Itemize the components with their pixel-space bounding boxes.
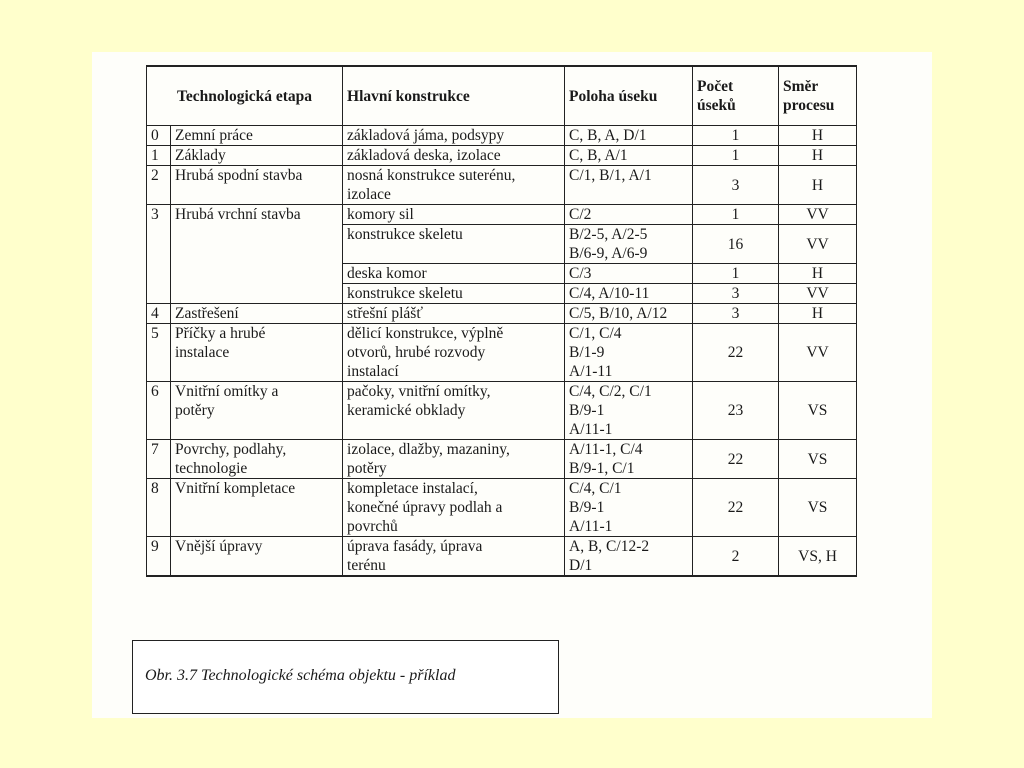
table-row xyxy=(147,304,857,324)
stage-index: 1 xyxy=(147,146,171,166)
process-direction: VS xyxy=(779,440,857,479)
stage-index: 9 xyxy=(147,537,171,577)
stage-index: 5 xyxy=(147,324,171,382)
stage-name: Příčky a hrubé instalace xyxy=(171,324,343,382)
section-count: 22 xyxy=(693,440,779,479)
section-count: 1 xyxy=(693,264,779,284)
section-position: C, B, A, D/1 xyxy=(565,126,693,146)
process-direction: VS xyxy=(779,479,857,537)
header-construction: Hlavní konstrukce xyxy=(343,66,565,126)
section-count: 3 xyxy=(693,304,779,324)
stage-index: 4 xyxy=(147,304,171,324)
section-count: 1 xyxy=(693,205,779,225)
section-position: B/2-5, A/2-5 B/6-9, A/6-9 xyxy=(565,225,693,264)
stage-index: 8 xyxy=(147,479,171,537)
table-row xyxy=(147,440,857,479)
main-construction: komory sil xyxy=(343,205,565,225)
table-row xyxy=(147,324,857,382)
main-construction: deska komor xyxy=(343,264,565,284)
stage-name: Povrchy, podlahy, technologie xyxy=(171,440,343,479)
process-direction: VS, H xyxy=(779,537,857,577)
main-construction: střešní plášť xyxy=(343,304,565,324)
main-construction: pačoky, vnitřní omítky, keramické obklady xyxy=(343,382,565,440)
header-count: Počet úseků xyxy=(693,66,779,126)
table-row xyxy=(147,126,857,146)
section-count: 22 xyxy=(693,324,779,382)
stage-index: 7 xyxy=(147,440,171,479)
section-position: C/3 xyxy=(565,264,693,284)
section-position: C/4, C/2, C/1 B/9-1 A/11-1 xyxy=(565,382,693,440)
main-construction: dělicí konstrukce, výplně otvorů, hrubé rozvody instalací xyxy=(343,324,565,382)
header-direction: Směr procesu xyxy=(779,66,857,126)
stage-name: Hrubá spodní stavba xyxy=(171,166,343,205)
stage-name: Vnější úpravy xyxy=(171,537,343,577)
section-count: 3 xyxy=(693,284,779,304)
section-position: C/1, B/1, A/1 xyxy=(565,166,693,205)
section-count: 22 xyxy=(693,479,779,537)
section-position: A, B, C/12-2 D/1 xyxy=(565,537,693,577)
main-construction: izolace, dlažby, mazaniny, potěry xyxy=(343,440,565,479)
section-count: 16 xyxy=(693,225,779,264)
process-direction: H xyxy=(779,166,857,205)
section-position: C/4, A/10-11 xyxy=(565,284,693,304)
section-position: C/1, C/4 B/1-9 A/1-11 xyxy=(565,324,693,382)
process-direction: H xyxy=(779,146,857,166)
section-count: 23 xyxy=(693,382,779,440)
section-position: C, B, A/1 xyxy=(565,146,693,166)
process-direction: H xyxy=(779,126,857,146)
section-count: 2 xyxy=(693,537,779,577)
section-position: C/5, B/10, A/12 xyxy=(565,304,693,324)
main-construction: konstrukce skeletu xyxy=(343,284,565,304)
table-row xyxy=(147,146,857,166)
technology-scheme-table xyxy=(146,65,857,577)
section-count: 3 xyxy=(693,166,779,205)
process-direction: VV xyxy=(779,284,857,304)
process-direction: VV xyxy=(779,225,857,264)
stage-name: Vnitřní kompletace xyxy=(171,479,343,537)
figure-caption-box xyxy=(132,640,559,714)
table-row xyxy=(147,479,857,537)
header-stage: Technologická etapa xyxy=(147,66,343,126)
main-construction: kompletace instalací, konečné úpravy podlah a povrchů xyxy=(343,479,565,537)
section-position: A/11-1, C/4 B/9-1, C/1 xyxy=(565,440,693,479)
process-direction: VV xyxy=(779,205,857,225)
process-direction: VS xyxy=(779,382,857,440)
header-position: Poloha úseku xyxy=(565,66,693,126)
table-row xyxy=(147,537,857,577)
main-construction: základová jáma, podsypy xyxy=(343,126,565,146)
stage-index: 2 xyxy=(147,166,171,205)
main-construction: nosná konstrukce suterénu, izolace xyxy=(343,166,565,205)
main-construction: základová deska, izolace xyxy=(343,146,565,166)
figure-caption: Obr. 3.7 Technologické schéma objektu - příklad xyxy=(145,667,456,684)
main-construction: úprava fasády, úprava terénu xyxy=(343,537,565,577)
table-row xyxy=(147,382,857,440)
stage-index: 0 xyxy=(147,126,171,146)
process-direction: H xyxy=(779,304,857,324)
stage-name: Hrubá vrchní stavba xyxy=(171,205,343,304)
stage-name: Zastřešení xyxy=(171,304,343,324)
stage-name: Zemní práce xyxy=(171,126,343,146)
section-count: 1 xyxy=(693,146,779,166)
table-row xyxy=(147,166,857,205)
header-row xyxy=(147,66,857,126)
section-count: 1 xyxy=(693,126,779,146)
table-body xyxy=(147,126,857,577)
stage-name: Vnitřní omítky a potěry xyxy=(171,382,343,440)
main-construction: konstrukce skeletu xyxy=(343,225,565,264)
table-row xyxy=(147,205,857,225)
process-direction: H xyxy=(779,264,857,284)
process-direction: VV xyxy=(779,324,857,382)
stage-index: 3 xyxy=(147,205,171,304)
section-position: C/4, C/1 B/9-1 A/11-1 xyxy=(565,479,693,537)
section-position: C/2 xyxy=(565,205,693,225)
stage-name: Základy xyxy=(171,146,343,166)
stage-index: 6 xyxy=(147,382,171,440)
